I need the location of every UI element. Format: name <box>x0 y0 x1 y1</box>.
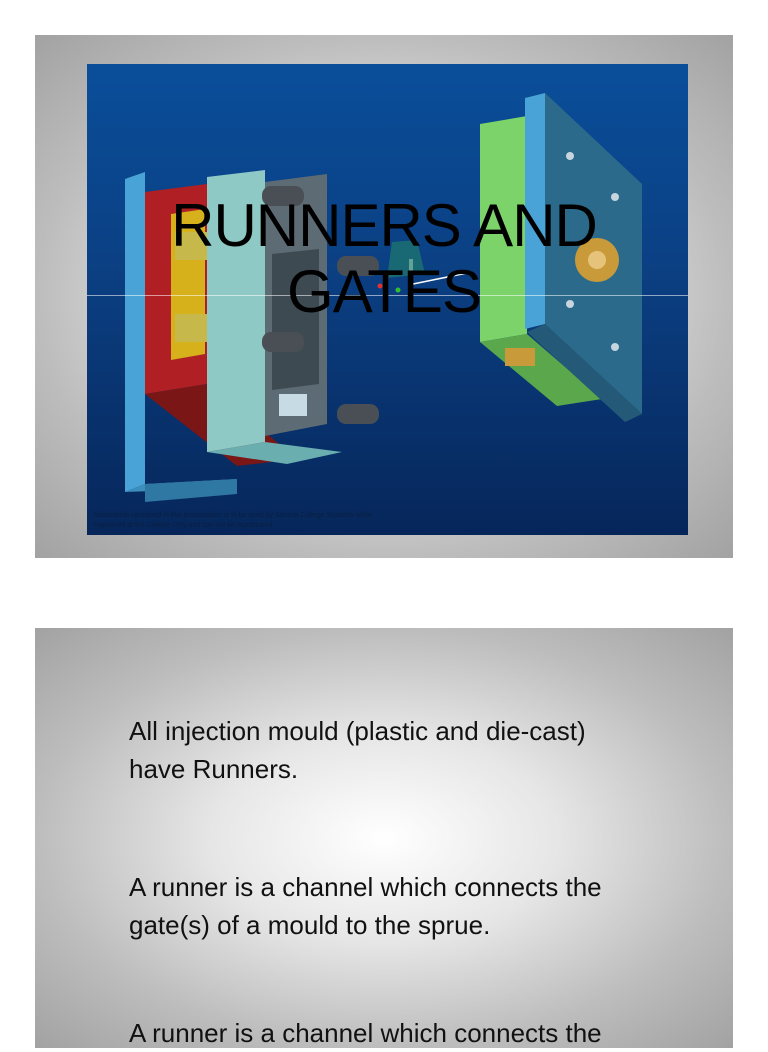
title-line-1: RUNNERS AND <box>171 192 597 259</box>
paragraph-runner-definition <box>129 868 689 944</box>
disclaimer-line-2: registered at the College Only and can not be reproduced <box>94 522 273 529</box>
paragraph-line: A runner is a channel which connects the <box>129 1018 602 1048</box>
slide-title <box>85 193 683 325</box>
paragraph-cutoff <box>129 1014 689 1052</box>
copyright-disclaimer <box>94 511 474 531</box>
paragraph-line: All injection mould (plastic and die-cast) <box>129 716 586 746</box>
title-line-2: GATES <box>287 258 481 325</box>
paragraph-runners-intro <box>129 712 689 788</box>
disclaimer-line-1: Information contained in this presentation is to be used by Seneca College Students while <box>94 512 372 519</box>
paragraph-line: gate(s) of a mould to the sprue. <box>129 910 491 940</box>
slide-1 <box>35 35 733 558</box>
slide-2 <box>35 628 733 1048</box>
paragraph-line: A runner is a channel which connects the <box>129 872 602 902</box>
paragraph-line: have Runners. <box>129 754 299 784</box>
